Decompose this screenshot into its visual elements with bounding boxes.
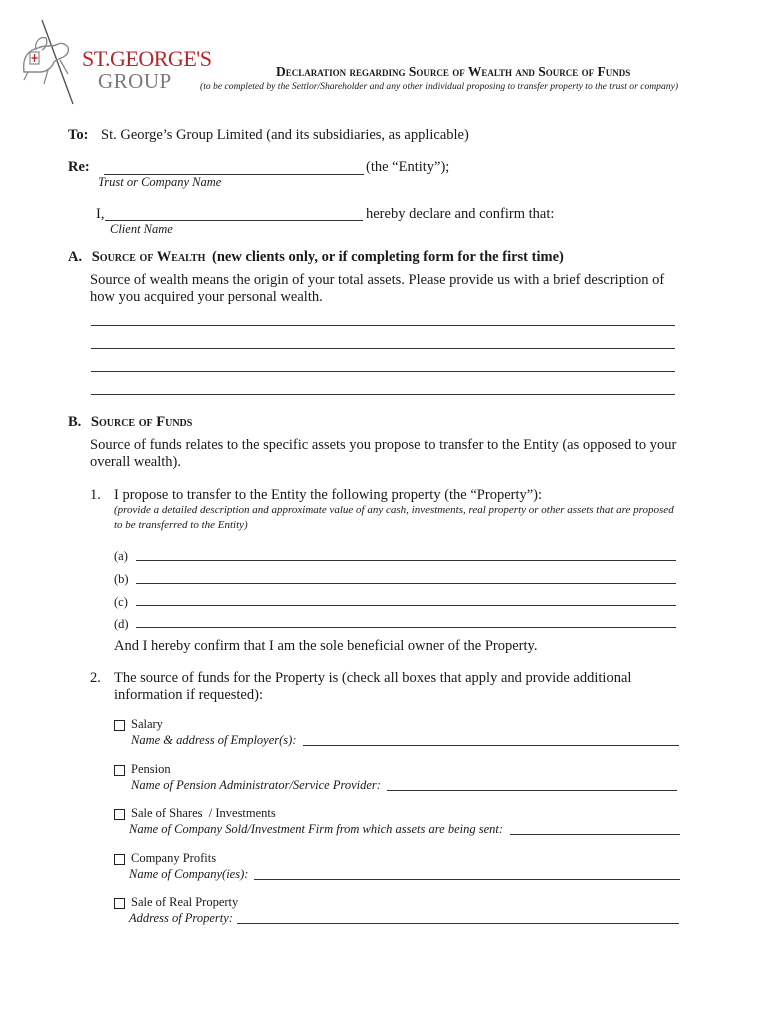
logo — [18, 14, 212, 104]
page-title: Declaration regarding Source of Wealth and Source of Funds — [276, 64, 631, 79]
salary-sub-label: Name & address of Employer(s): — [131, 733, 297, 747]
section-b-letter: B. — [68, 414, 82, 430]
section-a-text: Source of wealth means the origin of your total assets. Please provide us with a brief description of how you acquired your personal wealth. — [90, 272, 665, 305]
wealth-line-4[interactable] — [91, 394, 675, 395]
item-2-text: The source of funds for the Property is (check all boxes that apply and provide additional information if requested): — [114, 670, 632, 703]
item-2-number: 2. — [90, 670, 101, 686]
sale-of-real-property-checkbox[interactable] — [114, 898, 125, 909]
investment-firm-field[interactable] — [510, 834, 680, 835]
section-a-title: Source of Wealth — [91, 249, 206, 265]
company-profits-sub-label: Name of Company(ies): — [129, 867, 249, 881]
pension-sub-label: Name of Pension Administrator/Service Provider: — [131, 778, 381, 792]
re-caption: Trust or Company Name — [98, 175, 222, 189]
pension-label: Pension — [131, 762, 171, 776]
property-row-d-field[interactable] — [136, 627, 676, 628]
declare-suffix: hereby declare and confirm that: — [366, 206, 555, 222]
item-1-number: 1. — [90, 487, 101, 503]
sale-of-real-property-label: Sale of Real Property — [131, 895, 239, 909]
property-row-b-field[interactable] — [136, 583, 676, 584]
re-label: Re: — [68, 159, 90, 175]
wealth-line-1[interactable] — [91, 325, 675, 326]
wealth-line-2[interactable] — [91, 348, 675, 349]
company-profits-label: Company Profits — [131, 851, 217, 865]
section-a-letter: A. — [68, 249, 83, 265]
item-1-note: (provide a detailed description and approximate value of any cash, investments, real property or other assets that are proposed to be transferred to the Entity) — [114, 504, 674, 531]
salary-checkbox[interactable] — [114, 720, 125, 731]
client-name-field[interactable] — [105, 220, 363, 221]
re-suffix: (the “Entity”); — [366, 159, 450, 175]
section-a-heading — [68, 249, 564, 266]
sale-of-real-property-sub-label: Address of Property: — [129, 911, 233, 925]
employer-field[interactable] — [303, 745, 679, 746]
salary-label: Salary — [131, 717, 163, 731]
declare-caption: Client Name — [110, 222, 173, 236]
property-row-a-field[interactable] — [136, 560, 676, 561]
section-b-heading — [68, 414, 192, 431]
pension-checkbox[interactable] — [114, 765, 125, 776]
company-names-field[interactable] — [254, 879, 680, 880]
logo-text-2: GROUP — [98, 69, 172, 93]
knight-on-horse-icon — [18, 14, 88, 106]
sale-of-shares-sub-label: Name of Company Sold/Investment Firm from which assets are being sent: — [129, 822, 504, 836]
wealth-line-3[interactable] — [91, 371, 675, 372]
property-row-b-label: (b) — [114, 572, 129, 586]
section-b-title: Source of Funds — [90, 414, 193, 430]
property-row-c-field[interactable] — [136, 605, 676, 606]
property-row-a-label: (a) — [114, 549, 128, 563]
to-value: St. George’s Group Limited (and its subsidiaries, as applicable) — [101, 127, 469, 143]
section-b-text: Source of funds relates to the specific assets you propose to transfer to the Entity (as opposed to your overall wealth). — [90, 437, 677, 470]
property-row-d-label: (d) — [114, 617, 129, 631]
pension-administrator-field[interactable] — [387, 790, 677, 791]
logo-text-1: ST.GEORGE'S — [82, 46, 212, 71]
property-address-field[interactable] — [237, 923, 679, 924]
sale-of-shares-label: Sale of Shares / Investments — [131, 806, 276, 820]
declare-prefix: I, — [96, 206, 105, 222]
company-profits-checkbox[interactable] — [114, 854, 125, 865]
beneficial-owner-confirm: And I hereby confirm that I am the sole beneficial owner of the Property. — [114, 638, 538, 654]
item-1-text: I propose to transfer to the Entity the following property (the “Property”): — [114, 487, 543, 503]
page-subtitle: (to be completed by the Settlor/Shareholder and any other individual proposing to transfer property to the trust or company) — [200, 81, 679, 92]
section-a-note: (new clients only, or if completing form for the first time) — [212, 249, 564, 265]
property-row-c-label: (c) — [114, 595, 128, 609]
sale-of-shares-checkbox[interactable] — [114, 809, 125, 820]
to-label: To: — [68, 127, 89, 143]
